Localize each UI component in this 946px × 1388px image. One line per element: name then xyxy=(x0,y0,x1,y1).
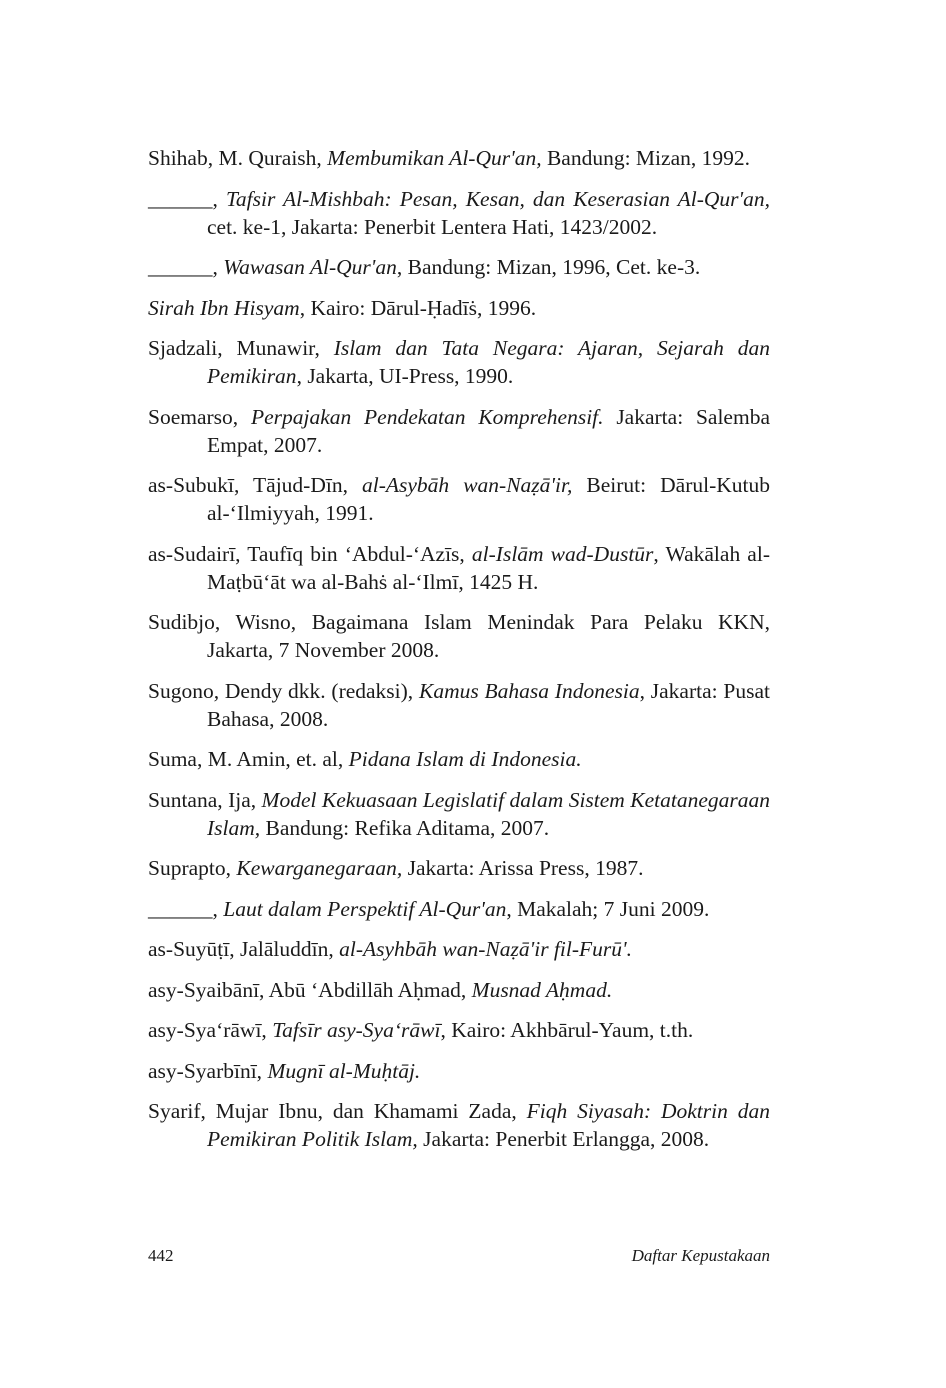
entry-title-italic: Membumikan Al-Qur'an, xyxy=(327,146,542,170)
bibliography-entry xyxy=(148,976,770,1004)
entry-text: Jakarta: Arissa Press, 1987. xyxy=(402,856,644,880)
entry-text: , Kairo: Akhbārul-Yaum, t.th. xyxy=(440,1018,694,1042)
entry-title-italic: Tafsīr asy-Sya‘rāwī xyxy=(272,1018,441,1042)
entry-text: Sjadzali, Munawir, xyxy=(148,336,334,360)
entry-text: , Makalah; 7 Juni 2009. xyxy=(506,896,710,921)
entry-text: , Bandung: Mizan, 1996, Cet. ke-3. xyxy=(396,255,701,279)
bibliography-entry xyxy=(148,1057,770,1085)
page-footer xyxy=(148,1246,770,1270)
bibliography-entry xyxy=(148,471,770,527)
entry-text: cet. ke-1, Jakarta: Penerbit Lentera Hati, 1423/2002. xyxy=(207,214,658,239)
entry-text: Jakarta: Penerbit Erlangga, 2008. xyxy=(417,1127,710,1151)
entry-title-italic: , xyxy=(213,678,220,703)
entry-text: Syarif, Mujar Ibnu, dan Khamami Zada, xyxy=(148,1099,527,1123)
entry-text: Shihab, M. Quraish, xyxy=(148,146,328,170)
entry-text: Suntana, Ija, xyxy=(148,787,262,812)
bibliography-entry xyxy=(148,540,770,596)
entry-title-italic: al-Asybāh wan-Naẓā'ir, xyxy=(362,473,573,497)
entry-title-italic: al-Islām wad-Dustūr xyxy=(471,541,654,566)
entry-text: Bandung: Mizan, 1992. xyxy=(541,146,750,170)
entry-text: as-Sudairī, Taufīq bin ‘Abdul-‘Azīs, xyxy=(148,541,472,566)
entry-text: Suma, M. Amin, et. al, xyxy=(148,747,349,771)
entry-text: asy-Syarbīnī, xyxy=(148,1058,268,1083)
entry-title-italic: Fiqh Siyasah: Doktrin dan Pemikiran Politik Islam, xyxy=(207,1099,770,1151)
entry-text: Soemarso, xyxy=(148,404,251,429)
bibliography-entry xyxy=(148,854,770,882)
entry-title-italic: Pidana Islam di Indonesia. xyxy=(348,747,582,771)
entry-title-italic: Sirah Ibn Hisyam xyxy=(148,295,300,320)
entry-text: , Jakarta, UI-Press, 1990. xyxy=(296,364,514,388)
bibliography-entry xyxy=(148,185,770,241)
bibliography-entry xyxy=(148,608,770,664)
entry-text: asy-Syaibānī, Abū ‘Abdillāh Aḥmad, xyxy=(148,977,472,1002)
entry-text: ______, xyxy=(148,896,224,921)
entry-title-italic: Musnad Aḥmad. xyxy=(471,977,613,1002)
bibliography-entry xyxy=(148,677,770,733)
entry-text: Dendy dkk. (redaksi), xyxy=(219,678,419,703)
entry-title-italic: Model Kekuasaan Legislatif dalam Sistem Ketatanegaraan Islam, xyxy=(207,787,770,840)
entry-title-italic: Islam dan Tata Negara: Ajaran, Sejarah dan Pemikiran xyxy=(207,336,770,388)
entry-text: , Wakālah al-Maṭbū‘āt wa al-Bahṡ al-‘Ilmī, 1425 H. xyxy=(207,541,770,594)
bibliography-entry xyxy=(148,253,770,281)
entry-title-italic: Perpajakan Pendekatan Komprehensif. xyxy=(250,404,604,429)
entry-text: as-Subukī, Tājud-Dīn, xyxy=(148,473,362,497)
entry-text: Jakarta: Salemba Empat, 2007. xyxy=(207,404,770,457)
entry-title-italic: Kewarganegaraan, xyxy=(236,856,403,880)
entry-title-italic: Wawasan Al-Qur'an xyxy=(223,255,397,279)
entry-text: , Jakarta: Pusat Bahasa, 2008. xyxy=(207,678,770,731)
entry-text: Sugono xyxy=(148,678,214,703)
bibliography-entry xyxy=(148,935,770,963)
bibliography-entry xyxy=(148,403,770,459)
entry-title-italic: Kamus Bahasa Indonesia xyxy=(418,678,640,703)
entry-text: asy-Sya‘rāwī, xyxy=(148,1018,273,1042)
entry-text: , Kairo: Dārul-Ḥadīṡ, 1996. xyxy=(299,295,537,320)
entry-text: as-Suyūṭī, Jalāluddīn, xyxy=(148,937,340,961)
entry-text: Sudibjo, Wisno, Bagaimana Islam Menindak Para Pelaku KKN, Jakarta, 7 November 2008. xyxy=(148,610,770,662)
entry-title-italic: Mugnī al-Muḥtāj. xyxy=(267,1058,421,1083)
bibliography-entry xyxy=(148,1097,770,1153)
running-title: Daftar Kepustakaan xyxy=(631,1246,770,1265)
entry-text: ______, xyxy=(148,255,224,279)
bibliography-entry xyxy=(148,786,770,842)
page-number: 442 xyxy=(148,1246,174,1265)
bibliography-list xyxy=(148,144,770,1166)
entry-text: Beirut: Dārul-Kutub al-‘Ilmiyyah, 1991. xyxy=(207,473,771,525)
bibliography-entry xyxy=(148,294,770,322)
entry-title-italic: al-Asyhbāh wan-Naẓā'ir fil-Furū'. xyxy=(339,937,632,961)
entry-title-italic: Laut dalam Perspektif Al-Qur'an xyxy=(223,896,507,921)
bibliography-entry xyxy=(148,895,770,923)
bibliography-entry xyxy=(148,144,770,172)
entry-text: ______, xyxy=(148,186,226,211)
bibliography-entry xyxy=(148,334,770,390)
entry-title-italic: Tafsir Al-Mishbah: Pesan, Kesan, dan Keserasian Al-Qur'an, xyxy=(225,186,770,211)
entry-text: Suprapto, xyxy=(148,856,237,880)
bibliography-entry xyxy=(148,1016,770,1044)
entry-text: Bandung: Refika Aditama, 2007. xyxy=(260,815,550,840)
bibliography-entry xyxy=(148,745,770,773)
